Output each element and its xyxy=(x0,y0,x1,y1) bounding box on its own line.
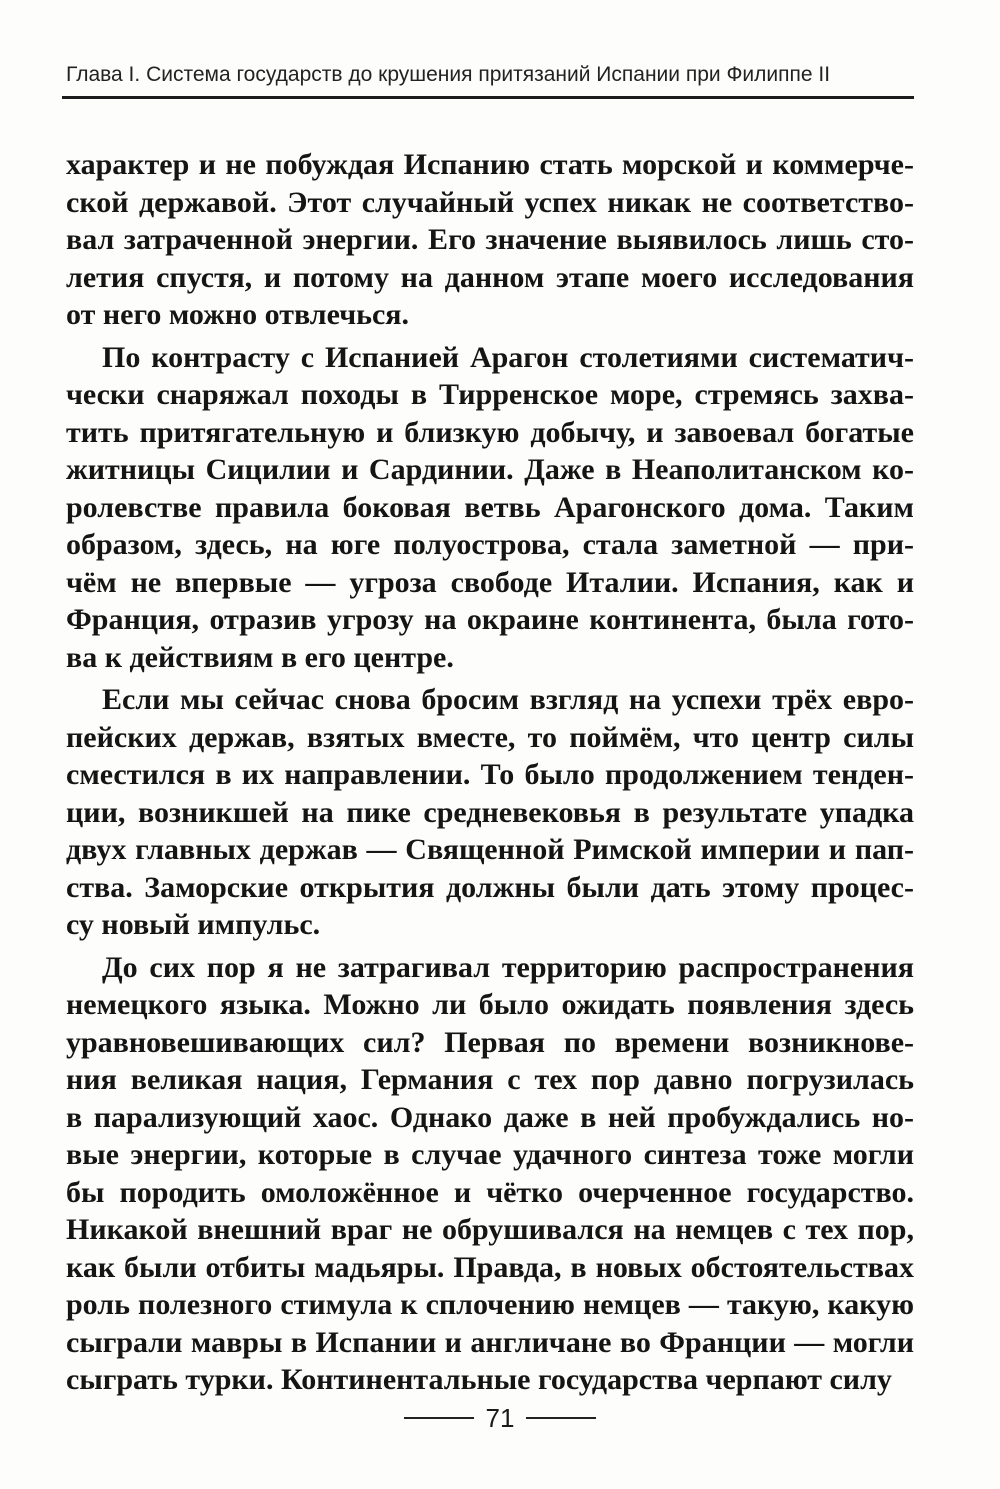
text-line: двух главных держав — Священной Римской империи и пап- xyxy=(66,833,914,866)
running-head: Глава I. Система государств до крушения притязаний Испании при Филиппе II xyxy=(66,63,831,86)
text-line: До сих пор я не затрагивал территорию распространения xyxy=(102,950,914,984)
paragraph xyxy=(66,949,914,1399)
text-line: Франция, отразив угрозу на окраине континента, была гото- xyxy=(66,603,914,636)
text-line: сыграли мавры в Испании и англичане во Франции — могли xyxy=(66,1325,914,1359)
text-line: ролевстве правила боковая ветвь Арагонского дома. Таким xyxy=(66,490,914,524)
text-line: По контрасту с Испанией Арагон столетиями систематич- xyxy=(102,340,914,374)
text-line: ства. Заморские открытия должны были дать этому процес- xyxy=(66,870,914,904)
text-line: образом, здесь, на юге полуострова, стала заметной — при- xyxy=(66,528,914,561)
page-footer xyxy=(0,1398,1000,1438)
header-rule xyxy=(62,96,914,99)
text-line: сыграть турки. Континентальные государства черпают силу xyxy=(66,1363,892,1396)
text-line: роль полезного стимула к сплочению немцев — такую, какую xyxy=(66,1288,914,1321)
text-line: чём не впервые — угроза свободе Италии. Испания, как и xyxy=(66,565,914,599)
text-line: уравновешивающих сил? Первая по времени возникнове- xyxy=(66,1025,914,1059)
text-line: пейских держав, взятых вместе, то поймём, что центр силы xyxy=(66,720,914,754)
text-line: ской державой. Этот случайный успех никак не соответство- xyxy=(66,185,914,219)
text-line: немецкого языка. Можно ли было ожидать появления здесь xyxy=(66,988,914,1021)
text-line: чески снаряжал походы в Тирренское море, стремясь захва- xyxy=(66,378,914,411)
text-line: Никакой внешний враг не обрушивался на немцев с тех пор, xyxy=(66,1213,914,1246)
paragraph xyxy=(66,146,914,334)
footer-rule-left xyxy=(404,1417,474,1419)
text-line: вал затраченной энергии. Его значение выявилось лишь сто- xyxy=(66,223,914,256)
text-line: Если мы сейчас снова бросим взгляд на успехи трёх евро- xyxy=(102,683,914,716)
text-line: ва к действиям в его центре. xyxy=(66,640,454,674)
text-line: вые энергии, которые в случае удачного синтеза тоже могли xyxy=(66,1138,914,1171)
paragraph xyxy=(66,339,914,677)
text-line: характер и не побуждая Испанию стать морской и коммерче- xyxy=(66,148,914,181)
text-line: летия спустя, и потому на данном этапе моего исследования xyxy=(66,260,914,294)
text-line: су новый импульс. xyxy=(66,908,321,941)
text-line: в парализующий хаос. Однако даже в ней пробуждались но- xyxy=(66,1100,914,1134)
text-line: житницы Сицилии и Сардинии. Даже в Неаполитанском ко- xyxy=(66,453,914,486)
text-line: ния великая нация, Германия с тех пор давно погрузилась xyxy=(66,1063,914,1096)
text-line: ции, возникшей на пике средневековья в результате упадка xyxy=(66,795,914,829)
body-text xyxy=(66,146,914,1399)
text-line: от него можно отвлечься. xyxy=(66,298,410,331)
text-line: как были отбиты мадьяры. Правда, в новых обстоятельствах xyxy=(66,1250,914,1284)
text-line: сместился в их направлении. То было продолжением тенден- xyxy=(66,758,914,791)
page-number: 71 xyxy=(485,1402,515,1433)
paragraph xyxy=(66,681,914,944)
footer-rule-right xyxy=(526,1417,596,1419)
text-line: бы породить омоложённое и чётко очерченное государство. xyxy=(66,1175,914,1209)
text-line: тить притягательную и близкую добычу, и завоевал богатые xyxy=(66,415,914,449)
